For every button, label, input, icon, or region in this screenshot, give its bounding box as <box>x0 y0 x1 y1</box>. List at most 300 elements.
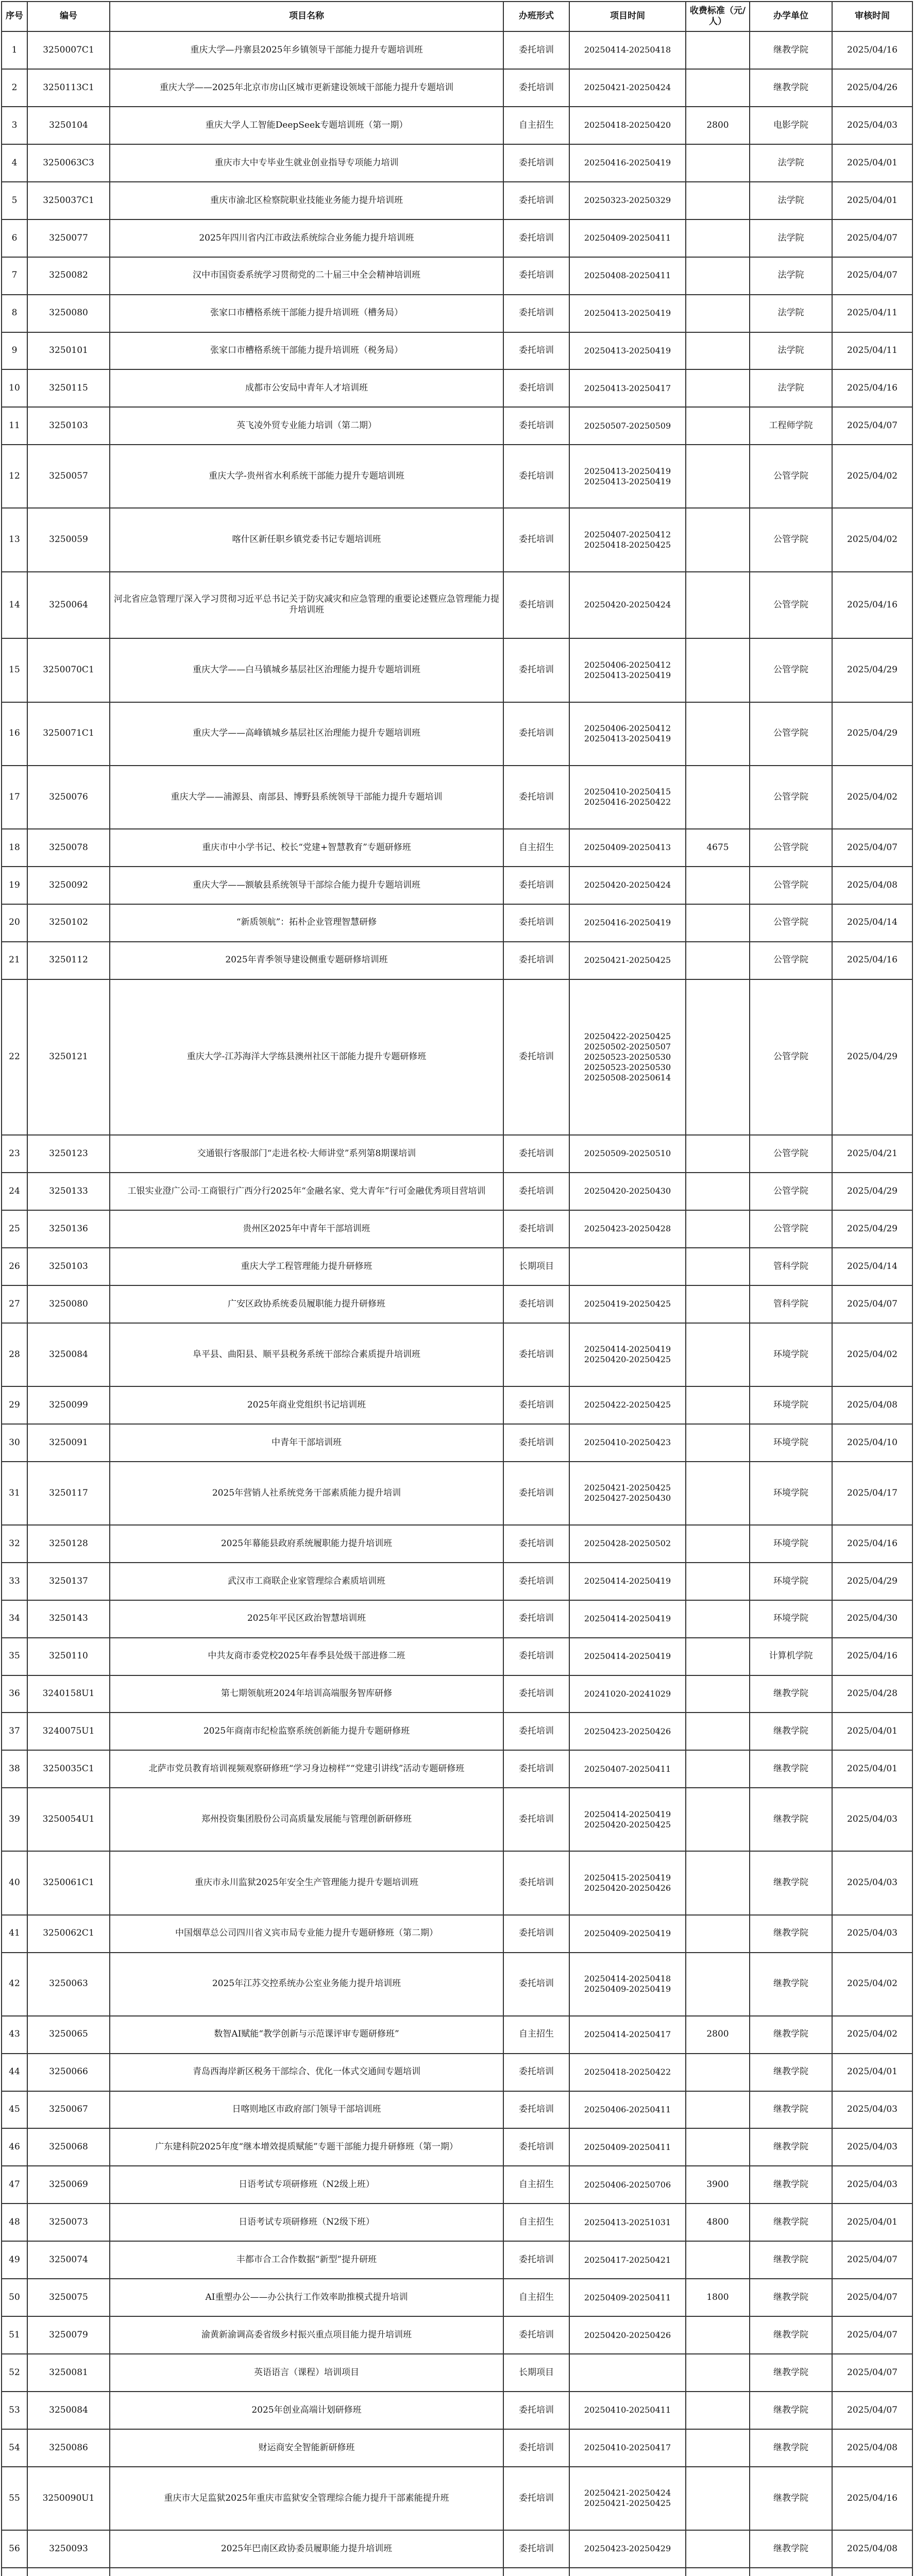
cell-review-date: 2025/04/16 <box>832 369 912 407</box>
cell-project-name: 重庆市大中专毕业生就业创业指导专项能力培训 <box>110 144 503 182</box>
cell-fee <box>686 1675 750 1713</box>
cell-serial: 19 <box>2 867 27 904</box>
table-row <box>2 1525 912 1563</box>
cell-format: 委托培训 <box>503 1600 569 1638</box>
cell-review-date: 2025/04/07 <box>832 1285 912 1323</box>
cell-period: 20250409-20250413 <box>569 829 686 867</box>
cell-review-date: 2025/04/03 <box>832 2091 912 2129</box>
cell-review-date: 2025/04/07 <box>832 219 912 257</box>
cell-serial: 32 <box>2 1525 27 1563</box>
cell-period: 20250409-20250411 <box>569 2128 686 2166</box>
cell-unit: 继教学院 <box>750 2091 832 2129</box>
header-serial: 序号 <box>2 2 27 31</box>
cell-review-date: 2025/04/08 <box>832 1386 912 1424</box>
cell-period: 20250406-20250412 20250413-20250419 <box>569 638 686 702</box>
cell-period: 20250413-20250419 <box>569 332 686 370</box>
cell-fee <box>686 2392 750 2429</box>
cell-format: 委托培训 <box>503 2054 569 2091</box>
cell-review-date: 2025/04/03 <box>832 2128 912 2166</box>
cell-period: 20250421-20250425 <box>569 942 686 979</box>
cell-review-date: 2025/04/01 <box>832 182 912 219</box>
cell-review-date: 2025/04/11 <box>832 332 912 370</box>
cell-unit: 继教学院 <box>750 2392 832 2429</box>
table-row <box>2 295 912 332</box>
cell-unit: 法学院 <box>750 295 832 332</box>
cell-format: 委托培训 <box>503 766 569 829</box>
cell-serial: 8 <box>2 295 27 332</box>
cell-fee <box>686 1915 750 1953</box>
cell-unit: 公管学院 <box>750 508 832 571</box>
cell-code: 3250090U1 <box>27 2467 110 2530</box>
cell-fee <box>686 2054 750 2091</box>
cell-unit: 继教学院 <box>750 2354 832 2392</box>
cell-unit: 公管学院 <box>750 942 832 979</box>
cell-review-date <box>832 2568 912 2576</box>
header-row <box>2 2 912 31</box>
cell-code: 3250123 <box>27 1135 110 1173</box>
cell-serial: 34 <box>2 1600 27 1638</box>
cell-code: 3250035C1 <box>27 1750 110 1788</box>
table-row <box>2 1563 912 1600</box>
cell-unit: 公管学院 <box>750 1210 832 1248</box>
cell-unit: 继教学院 <box>750 69 832 107</box>
cell-review-date: 2025/04/29 <box>832 1210 912 1248</box>
cell-serial: 41 <box>2 1915 27 1953</box>
cell-format: 委托培训 <box>503 638 569 702</box>
cell-serial: 29 <box>2 1386 27 1424</box>
cell-fee <box>686 1713 750 1750</box>
cell-period: 20250421-20250425 20250427-20250430 <box>569 1462 686 1525</box>
cell-period: 20241020-20241029 <box>569 1675 686 1713</box>
table-row <box>2 508 912 571</box>
cell-unit: 继教学院 <box>750 2530 832 2568</box>
table-row <box>2 2354 912 2392</box>
cell-serial: 51 <box>2 2316 27 2354</box>
cell-period: 20250423-20250426 <box>569 1713 686 1750</box>
cell-format: 委托培训 <box>503 1915 569 1953</box>
cell-serial: 12 <box>2 445 27 508</box>
cell-format: 委托培训 <box>503 1750 569 1788</box>
cell-period: 20250420-20250426 <box>569 2316 686 2354</box>
cell-review-date: 2025/04/07 <box>832 2392 912 2429</box>
cell-fee <box>686 1135 750 1173</box>
cell-fee <box>686 2091 750 2129</box>
cell-format: 委托培训 <box>503 182 569 219</box>
cell-period: 20250410-20250417 <box>569 2429 686 2467</box>
cell-unit: 继教学院 <box>750 31 832 69</box>
cell-fee <box>686 332 750 370</box>
cell-period: 20250420-20250430 <box>569 1173 686 1210</box>
cell-serial: 52 <box>2 2354 27 2392</box>
cell-period: 20250421-20250424 <box>569 69 686 107</box>
cell-unit: 法学院 <box>750 257 832 295</box>
table-row <box>2 1675 912 1713</box>
table-row <box>2 1173 912 1210</box>
cell-format: 委托培训 <box>503 332 569 370</box>
cell-serial: 18 <box>2 829 27 867</box>
cell-format: 委托培训 <box>503 1135 569 1173</box>
cell-period: 20250416-20250419 <box>569 904 686 942</box>
cell-project-name: 2025年创业高端计划研修班 <box>110 2392 503 2429</box>
cell-serial: 28 <box>2 1323 27 1386</box>
cell-project-name: 2025年平民区政治智慧培训班 <box>110 1600 503 1638</box>
cell-unit: 继教学院 <box>750 1675 832 1713</box>
cell-format: 委托培训 <box>503 1851 569 1914</box>
cell-code: 3250069 <box>27 2166 110 2204</box>
cell-fee <box>686 69 750 107</box>
header-unit: 办学单位 <box>750 2 832 31</box>
cell-fee <box>686 1525 750 1563</box>
table-row <box>2 2091 912 2129</box>
cell-review-date: 2025/04/14 <box>832 904 912 942</box>
cell-fee: 2800 <box>686 107 750 144</box>
cell-unit: 继教学院 <box>750 2016 832 2054</box>
cell-period: 20250419-20250425 <box>569 1285 686 1323</box>
cell-unit: 法学院 <box>750 182 832 219</box>
table-row <box>2 942 912 979</box>
cell-project-name: 工银实业澄广公司·工商银行广西分行2025年“金融名家、党大青年”行可金融优秀项目营培训 <box>110 1173 503 1210</box>
cell-serial: 26 <box>2 1248 27 1285</box>
header-format: 办班形式 <box>503 2 569 31</box>
cell-format: 委托培训 <box>503 904 569 942</box>
cell-unit: 继教学院 <box>750 1788 832 1851</box>
cell-format: 委托培训 <box>503 1953 569 2016</box>
cell-review-date: 2025/04/07 <box>832 2241 912 2279</box>
table-row <box>2 1750 912 1788</box>
cell-unit: 环境学院 <box>750 1462 832 1525</box>
cell-review-date: 2025/04/07 <box>832 2354 912 2392</box>
cell-serial: 6 <box>2 219 27 257</box>
cell-serial: 43 <box>2 2016 27 2054</box>
cell-code: 3240158U1 <box>27 1675 110 1713</box>
table-row <box>2 107 912 144</box>
cell-period: 20250414-20250419 <box>569 1600 686 1638</box>
table-row <box>2 445 912 508</box>
cell-review-date: 2025/04/16 <box>832 1525 912 1563</box>
cell-code: 3250086 <box>27 2429 110 2467</box>
cell-fee <box>686 1600 750 1638</box>
table-row <box>2 1210 912 1248</box>
cell-period: 20250413-20250417 <box>569 369 686 407</box>
cell-review-date: 2025/04/29 <box>832 638 912 702</box>
cell-period: 20250420-20250424 <box>569 572 686 639</box>
cell-serial: 44 <box>2 2054 27 2091</box>
cell-fee <box>686 257 750 295</box>
cell-format: 委托培训 <box>503 2091 569 2129</box>
cell-format: 委托培训 <box>503 219 569 257</box>
cell-unit: 继教学院 <box>750 1953 832 2016</box>
cell-project-name: 重庆市中小学书记、校长“党建+智慧教育”专题研修班 <box>110 829 503 867</box>
cell-code: 3250136 <box>27 1210 110 1248</box>
table-row <box>2 219 912 257</box>
cell-unit: 继教学院 <box>750 1713 832 1750</box>
cell-code: 3250110 <box>27 1638 110 1675</box>
cell-format: 委托培训 <box>503 295 569 332</box>
cell-serial: 55 <box>2 2467 27 2530</box>
cell-code: 3250143 <box>27 1600 110 1638</box>
cell-code: 3250076 <box>27 766 110 829</box>
cell-project-name: 数智AI赋能“教学创新与示范课评审专题研修班” <box>110 2016 503 2054</box>
table-row <box>2 572 912 639</box>
cell-project-name: 2025年巴南区政协委员履职能力提升培训班 <box>110 2530 503 2568</box>
cell-period <box>569 1248 686 1285</box>
table-row <box>2 702 912 766</box>
table-row <box>2 2392 912 2429</box>
cell-format: 委托培训 <box>503 1173 569 1210</box>
table-row <box>2 1788 912 1851</box>
cell-serial: 10 <box>2 369 27 407</box>
cell-serial: 47 <box>2 2166 27 2204</box>
cell-period: 20250415-20250419 20250420-20250426 <box>569 1851 686 1914</box>
table-row <box>2 2530 912 2568</box>
table-row <box>2 2166 912 2204</box>
table-row <box>2 1638 912 1675</box>
cell-project-name: 青岛西海岸新区税务干部综合、优化一体式交通间专题培训 <box>110 2054 503 2091</box>
cell-project-name: 重庆大学——浦源县、南部县、博野县系统领导干部能力提升专题培训 <box>110 766 503 829</box>
table-row <box>2 829 912 867</box>
cell-fee: 4800 <box>686 2204 750 2241</box>
cell-fee <box>686 2241 750 2279</box>
cell-project-name: “新质领航”：拓朴企业管理智慧研修 <box>110 904 503 942</box>
cell-project-name: 重庆大学人工智能DeepSeek专题培训班（第一期） <box>110 107 503 144</box>
cell-fee <box>686 1173 750 1210</box>
cell-fee <box>686 2429 750 2467</box>
cell-review-date: 2025/04/29 <box>832 1563 912 1600</box>
cell-project-name: 重庆市永川监狱2025年安全生产管理能力提升专题培训班 <box>110 1851 503 1914</box>
table-row <box>2 2054 912 2091</box>
cell-fee <box>686 766 750 829</box>
cell-code: 3240075U1 <box>27 1713 110 1750</box>
cell-serial: 48 <box>2 2204 27 2241</box>
cell-project-name: 第七期领航班2024年培训高端服务智库研修 <box>110 1675 503 1713</box>
cell-review-date: 2025/04/01 <box>832 1750 912 1788</box>
cell-unit: 公管学院 <box>750 829 832 867</box>
cell-review-date: 2025/04/02 <box>832 445 912 508</box>
cell-unit: 公管学院 <box>750 702 832 766</box>
cell-unit: 公管学院 <box>750 1135 832 1173</box>
cell-period: 20250410-20250411 <box>569 2392 686 2429</box>
cell-period: 20250413-20250419 <box>569 295 686 332</box>
cell-fee <box>686 2128 750 2166</box>
cell-code: 3250117 <box>27 1462 110 1525</box>
cell-serial: 25 <box>2 1210 27 1248</box>
table-row <box>2 257 912 295</box>
cell-project-name: 张家口市槽格系统干部能力提升培训班（税务局） <box>110 332 503 370</box>
cell-review-date: 2025/04/01 <box>832 1713 912 1750</box>
header-project-name: 项目名称 <box>110 2 503 31</box>
cell-project-name: 2025年营销人社系统党务干部素质能力提升培训 <box>110 1462 503 1525</box>
cell-fee <box>686 867 750 904</box>
table-row <box>2 1135 912 1173</box>
cell-fee: 2800 <box>686 2016 750 2054</box>
cell-review-date: 2025/04/26 <box>832 69 912 107</box>
cell-review-date: 2025/04/07 <box>832 2316 912 2354</box>
cell-unit: 法学院 <box>750 144 832 182</box>
cell-project-name: 广安区政协系统委员履职能力提升研修班 <box>110 1285 503 1323</box>
cell-code: 3250065 <box>27 2016 110 2054</box>
cell-code: 3250080 <box>27 295 110 332</box>
cell-unit: 管科学院 <box>750 1285 832 1323</box>
cell-format: 自主招生 <box>503 2279 569 2316</box>
table-row <box>2 1424 912 1462</box>
cell-fee <box>686 1563 750 1600</box>
cell-format: 委托培训 <box>503 2429 569 2467</box>
cell-code: 3250007C1 <box>27 31 110 69</box>
cell-unit: 继教学院 <box>750 2241 832 2279</box>
cell-period: 20250423-20250428 <box>569 1210 686 1248</box>
cell-project-name: 郑州投资集团股份公司高质量发展能与管理创新研修班 <box>110 1788 503 1851</box>
cell-period: 20250407-20250412 20250418-20250425 <box>569 508 686 571</box>
cell-fee <box>686 2316 750 2354</box>
cell-format: 委托培训 <box>503 369 569 407</box>
cell-project-name: 2025年商业党组织书记培训班 <box>110 1386 503 1424</box>
table-row <box>2 1462 912 1525</box>
cell-review-date: 2025/04/02 <box>832 2016 912 2054</box>
cell-serial: 45 <box>2 2091 27 2129</box>
cell-unit: 继教学院 <box>750 1851 832 1914</box>
cell-format <box>503 2568 569 2576</box>
cell-code: 3250067 <box>27 2091 110 2129</box>
cell-code: 3250063C3 <box>27 144 110 182</box>
cell-fee <box>686 1210 750 1248</box>
cell-period: 20250414-20250419 <box>569 1638 686 1675</box>
cell-code: 3250068 <box>27 2128 110 2166</box>
cell-serial: 14 <box>2 572 27 639</box>
cell-review-date: 2025/04/07 <box>832 407 912 445</box>
cell-code: 3250103 <box>27 1248 110 1285</box>
cell-project-name: 喀什区新任职乡镇党委书记专题培训班 <box>110 508 503 571</box>
cell-fee <box>686 1953 750 2016</box>
cell-unit: 公管学院 <box>750 904 832 942</box>
cell-code: 3250091 <box>27 1424 110 1462</box>
table-row <box>2 1248 912 1285</box>
cell-unit: 公管学院 <box>750 572 832 639</box>
header-code: 编号 <box>27 2 110 31</box>
cell-fee <box>686 2568 750 2576</box>
cell-format: 委托培训 <box>503 144 569 182</box>
cell-serial: 15 <box>2 638 27 702</box>
cell-unit: 公管学院 <box>750 638 832 702</box>
cell-period: 20250421-20250424 20250421-20250425 <box>569 2467 686 2530</box>
cell-format: 委托培训 <box>503 2128 569 2166</box>
cell-project-name: 重庆大学-江苏海洋大学练县澳州社区干部能力提升专题研修班 <box>110 979 503 1135</box>
table-row <box>2 979 912 1135</box>
cell-serial: 1 <box>2 31 27 69</box>
table-row <box>2 2016 912 2054</box>
table-row <box>2 2279 912 2316</box>
cell-serial: 38 <box>2 1750 27 1788</box>
cell-serial: 9 <box>2 332 27 370</box>
cell-serial: 11 <box>2 407 27 445</box>
cell-project-name: 英飞凌外贸专业能力培训（第二期） <box>110 407 503 445</box>
cell-review-date: 2025/04/07 <box>832 829 912 867</box>
table-row <box>2 2204 912 2241</box>
table-row <box>2 1713 912 1750</box>
cell-serial: 23 <box>2 1135 27 1173</box>
cell-fee <box>686 1462 750 1525</box>
cell-code: 3250084 <box>27 2392 110 2429</box>
table-row <box>2 2467 912 2530</box>
cell-project-name: 财运商安全智能新研修班 <box>110 2429 503 2467</box>
cell-fee <box>686 1323 750 1386</box>
header-fee: 收费标准（元/人） <box>686 2 750 31</box>
cell-serial: 54 <box>2 2429 27 2467</box>
cell-project-name: 日语考试专项研修班（N2级下班） <box>110 2204 503 2241</box>
cell-format: 委托培训 <box>503 2241 569 2279</box>
cell-serial: 35 <box>2 1638 27 1675</box>
cell-period: 20250409-20250419 <box>569 1915 686 1953</box>
cell-fee <box>686 31 750 69</box>
cell-format: 长期项目 <box>503 2354 569 2392</box>
cell-project-name: 中国烟草总公司四川省义宾市局专业能力提升专题研修班（第二期） <box>110 1915 503 1953</box>
cell-serial: 31 <box>2 1462 27 1525</box>
cell-period: 20250422-20250425 <box>569 1386 686 1424</box>
cell-project-name: 2025年青季领导建设侧重专题研修培训班 <box>110 942 503 979</box>
cell-project-name: 中共友商市委党校2025年春季县处级干部进修二班 <box>110 1638 503 1675</box>
cell-format: 委托培训 <box>503 508 569 571</box>
cell-project-name: 交通银行客服部门“走进名校·大师讲堂”系列第8期课培训 <box>110 1135 503 1173</box>
cell-code: 3250054U1 <box>27 1788 110 1851</box>
table-row <box>2 332 912 370</box>
cell-serial: 30 <box>2 1424 27 1462</box>
table-row <box>2 407 912 445</box>
cell-format: 自主招生 <box>503 2204 569 2241</box>
cell-period: 20250410-20250423 <box>569 1424 686 1462</box>
cell-serial: 17 <box>2 766 27 829</box>
cell-format: 委托培训 <box>503 867 569 904</box>
cell-unit: 继教学院 <box>750 2054 832 2091</box>
cell-period: 20250417-20250421 <box>569 2241 686 2279</box>
cell-project-name: 重庆大学工程管理能力提升研修班 <box>110 1248 503 1285</box>
cell-review-date: 2025/04/01 <box>832 144 912 182</box>
cell-period: 20250422-20250425 20250502-20250507 20250523-20250530 20250523-20250530 20250508-20250614 <box>569 979 686 1135</box>
cell-project-name: 日喀则地区市政府部门领导干部培训班 <box>110 2091 503 2129</box>
cell-code <box>27 2568 110 2576</box>
cell-unit: 公管学院 <box>750 445 832 508</box>
cell-unit: 继教学院 <box>750 2279 832 2316</box>
cell-format: 委托培训 <box>503 1638 569 1675</box>
cell-code: 3250115 <box>27 369 110 407</box>
cell-format: 委托培训 <box>503 407 569 445</box>
cell-fee <box>686 942 750 979</box>
cell-unit: 管科学院 <box>750 1248 832 1285</box>
cell-project-name: 河北省应急管理厅深入学习贯彻习近平总书记关于防灾减灾和应急管理的重要论述暨应急管理能力提升培训班 <box>110 572 503 639</box>
cell-unit: 继教学院 <box>750 2204 832 2241</box>
cell-unit <box>750 2568 832 2576</box>
cell-format: 委托培训 <box>503 31 569 69</box>
cell-period: 20250406-20250411 <box>569 2091 686 2129</box>
cell-period: 20250413-20250419 20250413-20250419 <box>569 445 686 508</box>
cell-fee <box>686 445 750 508</box>
cell-fee <box>686 638 750 702</box>
cell-format: 委托培训 <box>503 979 569 1135</box>
cell-project-name: 2025年商南市纪检监察系统创新能力提升专题研修班 <box>110 1713 503 1750</box>
cell-project-name: 重庆大学——额敏县系统领导干部综合能力提升专题培训班 <box>110 867 503 904</box>
cell-review-date: 2025/04/03 <box>832 1851 912 1914</box>
cell-review-date: 2025/04/11 <box>832 295 912 332</box>
cell-project-name: 日语考试专项研修班（N2级上班） <box>110 2166 503 2204</box>
cell-code: 3250113C1 <box>27 69 110 107</box>
cell-review-date: 2025/04/21 <box>832 1135 912 1173</box>
table-row <box>2 904 912 942</box>
cell-serial: 27 <box>2 1285 27 1323</box>
cell-unit: 公管学院 <box>750 1173 832 1210</box>
cell-period: 20250509-20250510 <box>569 1135 686 1173</box>
cell-format: 委托培训 <box>503 257 569 295</box>
cell-project-name: 北萨市党员教育培训视频观察研修班“学习身边榜样”“党建引讲线”活动专题研修班 <box>110 1750 503 1788</box>
header-period: 项目时间 <box>569 2 686 31</box>
cell-serial: 3 <box>2 107 27 144</box>
